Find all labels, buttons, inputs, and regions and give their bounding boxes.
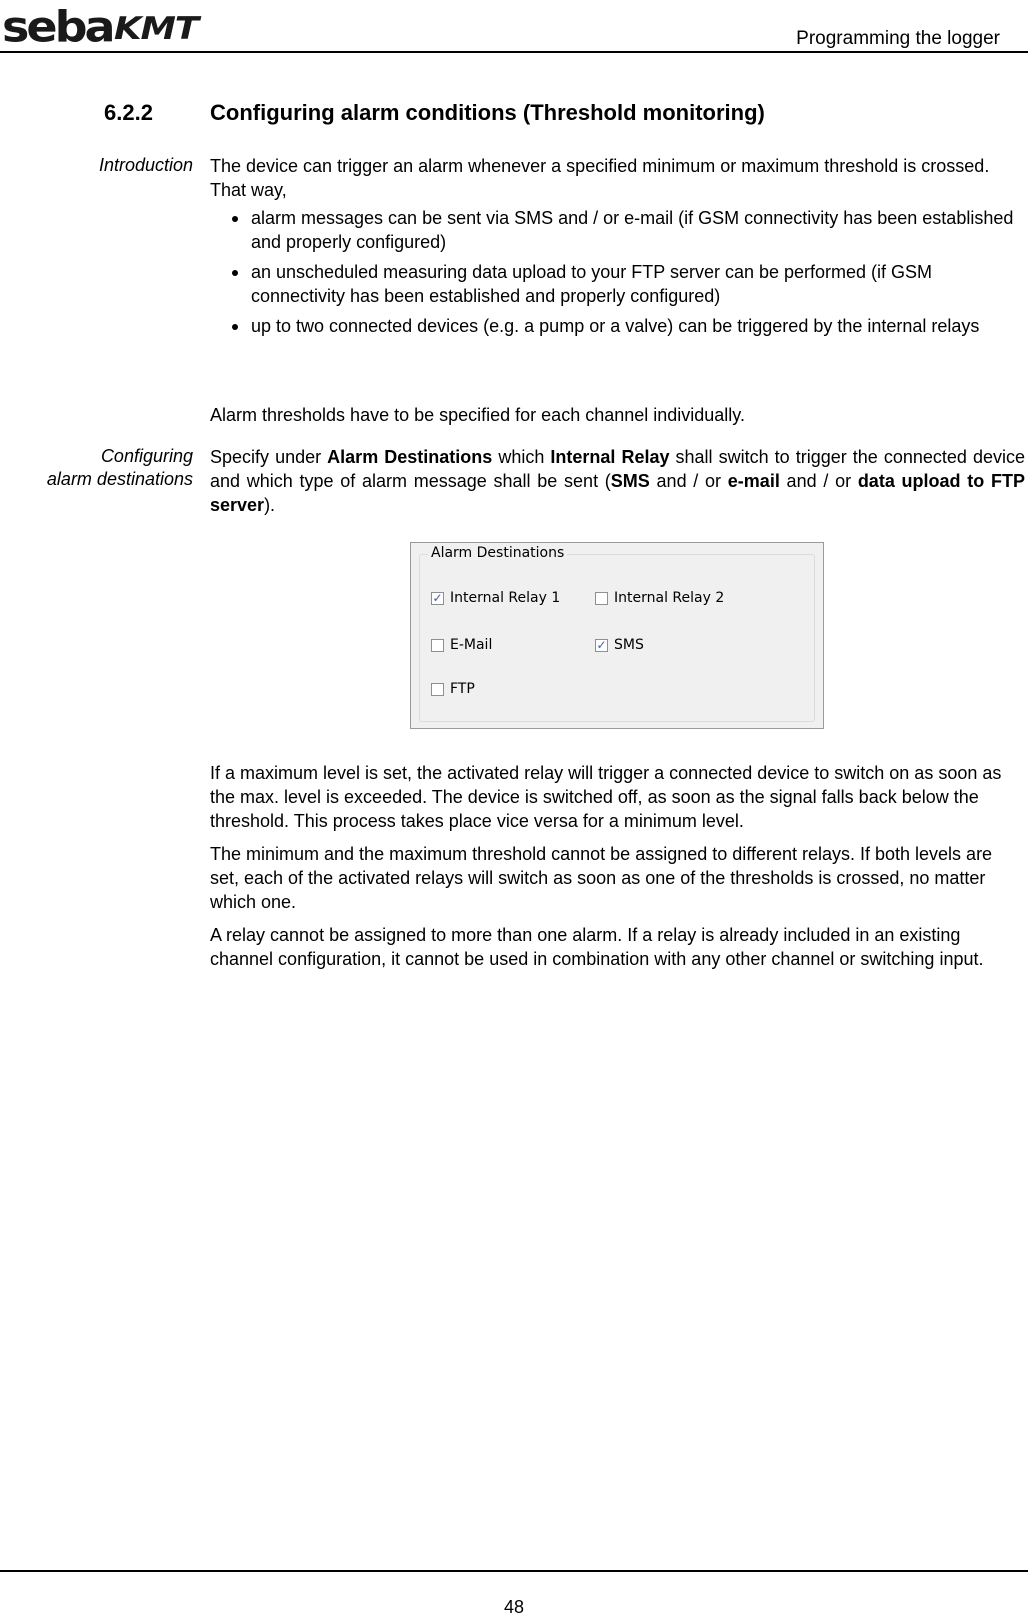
- paragraph-relay-assignment: A relay cannot be assigned to more than one alarm. If a relay is already included in an existing channel configuration, it cannot be used in combination with any other channel or switching input.: [210, 925, 984, 969]
- checkbox-ftp[interactable]: [431, 681, 475, 697]
- logo-suffix: KMT: [113, 11, 198, 47]
- checkbox-label: Internal Relay 2: [614, 590, 725, 606]
- paragraph-min-max-relays: The minimum and the maximum threshold cannot be assigned to different relays. If both levels are set, each of the activated relays will switch as soon as one of the thresholds is crossed, no matter which one.: [210, 844, 993, 912]
- checkbox-unchecked-icon[interactable]: [595, 592, 608, 605]
- checkbox-label: SMS: [614, 637, 644, 653]
- checkbox-checked-icon[interactable]: [431, 592, 444, 605]
- term-internal-relay: Internal Relay: [550, 447, 670, 467]
- introduction-bullet-list: [210, 206, 1025, 338]
- text-run: which: [492, 447, 551, 467]
- checkbox-email[interactable]: [431, 637, 492, 653]
- section-title: Configuring alarm conditions (Threshold monitoring): [210, 100, 765, 125]
- bullet-item: an unscheduled measuring data upload to your FTP server can be performed (if GSM connectivity has been established and properly configured): [210, 260, 1025, 308]
- text-run: ).: [264, 495, 276, 515]
- paragraph-max-level: If a maximum level is set, the activated relay will trigger a connected device to switch on as soon as the max. level is exceeded. The device is switched off, as soon as the signal falls back below the threshold. This process takes place vice versa for a minimum level.: [210, 763, 1002, 831]
- company-logo: [2, 2, 198, 52]
- term-sms: SMS: [610, 471, 650, 491]
- margin-label-configuring: [47, 445, 193, 491]
- margin-label-introduction: Introduction: [98, 155, 193, 175]
- alarm-destinations-group: [419, 545, 815, 722]
- section-number: 6.2.2: [104, 100, 153, 125]
- text-run: Specify under: [210, 447, 328, 467]
- threshold-note: Alarm thresholds have to be specified for each channel individually.: [210, 405, 745, 425]
- checkbox-unchecked-icon[interactable]: [431, 639, 444, 652]
- checkbox-unchecked-icon[interactable]: [431, 683, 444, 696]
- checkbox-checked-icon[interactable]: [595, 639, 608, 652]
- checkbox-internal-relay-2[interactable]: [595, 590, 724, 606]
- term-alarm-destinations: Alarm Destinations: [327, 447, 493, 467]
- bullet-item: alarm messages can be sent via SMS and / or e-mail (if GSM connectivity has been established and properly configured): [210, 206, 1025, 254]
- term-ftp-upload: data upload to FTP server: [210, 471, 1026, 515]
- text-run: shall switch to trigger the connected device and which type of alarm message shall be sent (: [210, 447, 1025, 491]
- running-header-title: Programming the logger: [796, 28, 1000, 49]
- header-divider: [0, 51, 1028, 53]
- margin-label-line-2: alarm destinations: [46, 469, 193, 489]
- page-number: 48: [503, 1597, 525, 1617]
- introduction-lead: The device can trigger an alarm whenever a specified minimum or maximum threshold is crossed. That way,: [210, 156, 990, 200]
- introduction-block: [210, 154, 1025, 344]
- alarm-destinations-dialog: [410, 542, 824, 729]
- group-title: Alarm Destinations: [428, 545, 567, 561]
- text-run: and / or: [649, 471, 728, 491]
- text-run: and / or: [779, 471, 858, 491]
- term-email: e-mail: [727, 471, 780, 491]
- checkbox-sms[interactable]: [595, 637, 644, 653]
- margin-label-line-1: Configuring: [100, 446, 193, 466]
- checkbox-label: FTP: [450, 681, 475, 697]
- footer-divider: [0, 1570, 1028, 1572]
- checkbox-label: E-Mail: [450, 637, 493, 653]
- bullet-item: up to two connected devices (e.g. a pump or a valve) can be triggered by the internal relays: [210, 314, 1025, 338]
- checkbox-internal-relay-1[interactable]: [431, 590, 560, 606]
- relay-behaviour-section: [210, 761, 1025, 980]
- checkbox-label: Internal Relay 1: [450, 590, 561, 606]
- destinations-paragraph: [210, 445, 1025, 517]
- logo-brand: seba: [2, 2, 113, 52]
